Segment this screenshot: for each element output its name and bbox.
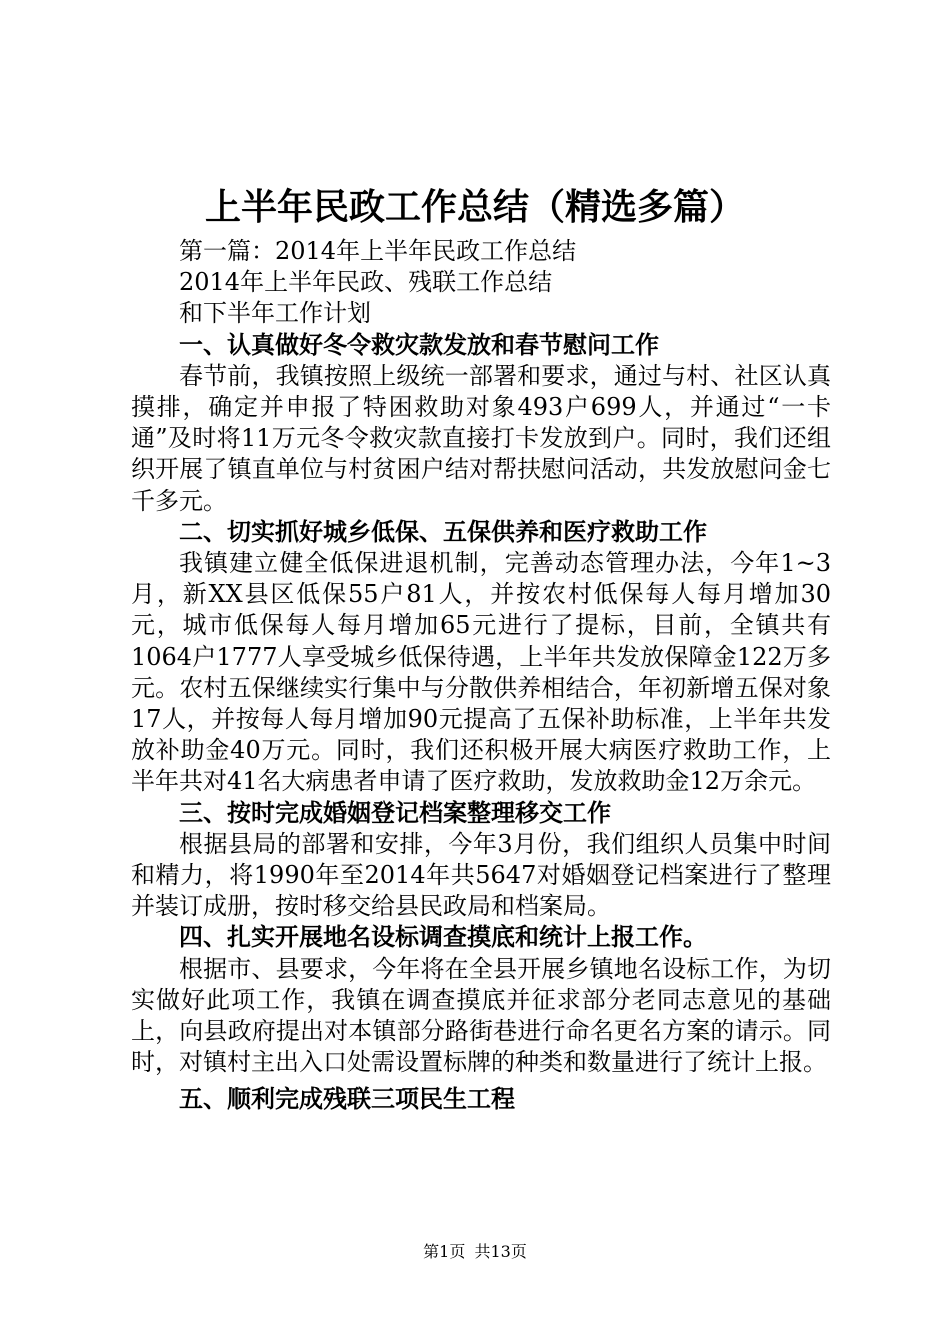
document-title: 上半年民政工作总结（精选多篇） (204, 187, 745, 228)
intro-line-2: 2014年上半年民政、残联工作总结 (179, 268, 553, 297)
section-heading-5: 五、顺利完成残联三项民生工程 (179, 1085, 515, 1114)
section-body-1: 春节前，我镇按照上级统一部署和要求，通过与村、社区认真摸排，确定并申报了特困救助对象493户699人，并通过“一卡通”及时将11万元冬令救灾款直接打卡发放到户。同时，我们还组织开展了镇直单位与村贫困户结对帮扶慰问活动，共发放慰问金七千多元。 (131, 361, 831, 515)
section-heading-2: 二、切实抓好城乡低保、五保供养和医疗救助工作 (179, 517, 707, 546)
section-body-3: 根据县局的部署和安排，今年3月份，我们组织人员集中时间和精力，将1990年至2014年共5647对婚姻登记档案进行了整理并装订成册，按时移交给县民政局和档案局。 (131, 829, 831, 921)
intro-line-3: 和下半年工作计划 (179, 299, 371, 328)
section-heading-4: 四、扎实开展地名设标调查摸底和统计上报工作。 (179, 923, 707, 952)
page-number-current: 第1页 (423, 1242, 466, 1261)
document-body (131, 236, 831, 1116)
page-footer (0, 1240, 950, 1264)
section-body-4: 根据市、县要求，今年将在全县开展乡镇地名设标工作，为切实做好此项工作，我镇在调查摸底并征求部分老同志意见的基础上，向县政府提出对本镇部分路街巷进行命名更名方案的请示。同时，对镇村主出入口处需设置标牌的种类和数量进行了统计上报。 (131, 954, 831, 1077)
page-number-total: 共13页 (474, 1242, 527, 1261)
section-heading-1: 一、认真做好冬令救灾款发放和春节慰问工作 (179, 330, 659, 359)
section-heading-3: 三、按时完成婚姻登记档案整理移交工作 (179, 798, 611, 827)
section-body-2: 我镇建立健全低保进退机制，完善动态管理办法，今年1~3月，新XX县区低保55户81人，并按农村低保每人每月增加30元，城市低保每人每月增加65元进行了提标，目前，全镇共有1064户1777人享受城乡低保待遇，上半年共发放保障金122万多元。农村五保继续实行集中与分散供养相结合，年初新增五保对象17人，并按每人每月增加90元提高了五保补助标准，上半年共发放补助金40万元。同时，我们还积极开展大病医疗救助工作，上半年共对41名大病患者申请了医疗救助，发放救助金12万余元。 (131, 549, 831, 796)
intro-line-1: 第一篇：2014年上半年民政工作总结 (179, 237, 577, 265)
